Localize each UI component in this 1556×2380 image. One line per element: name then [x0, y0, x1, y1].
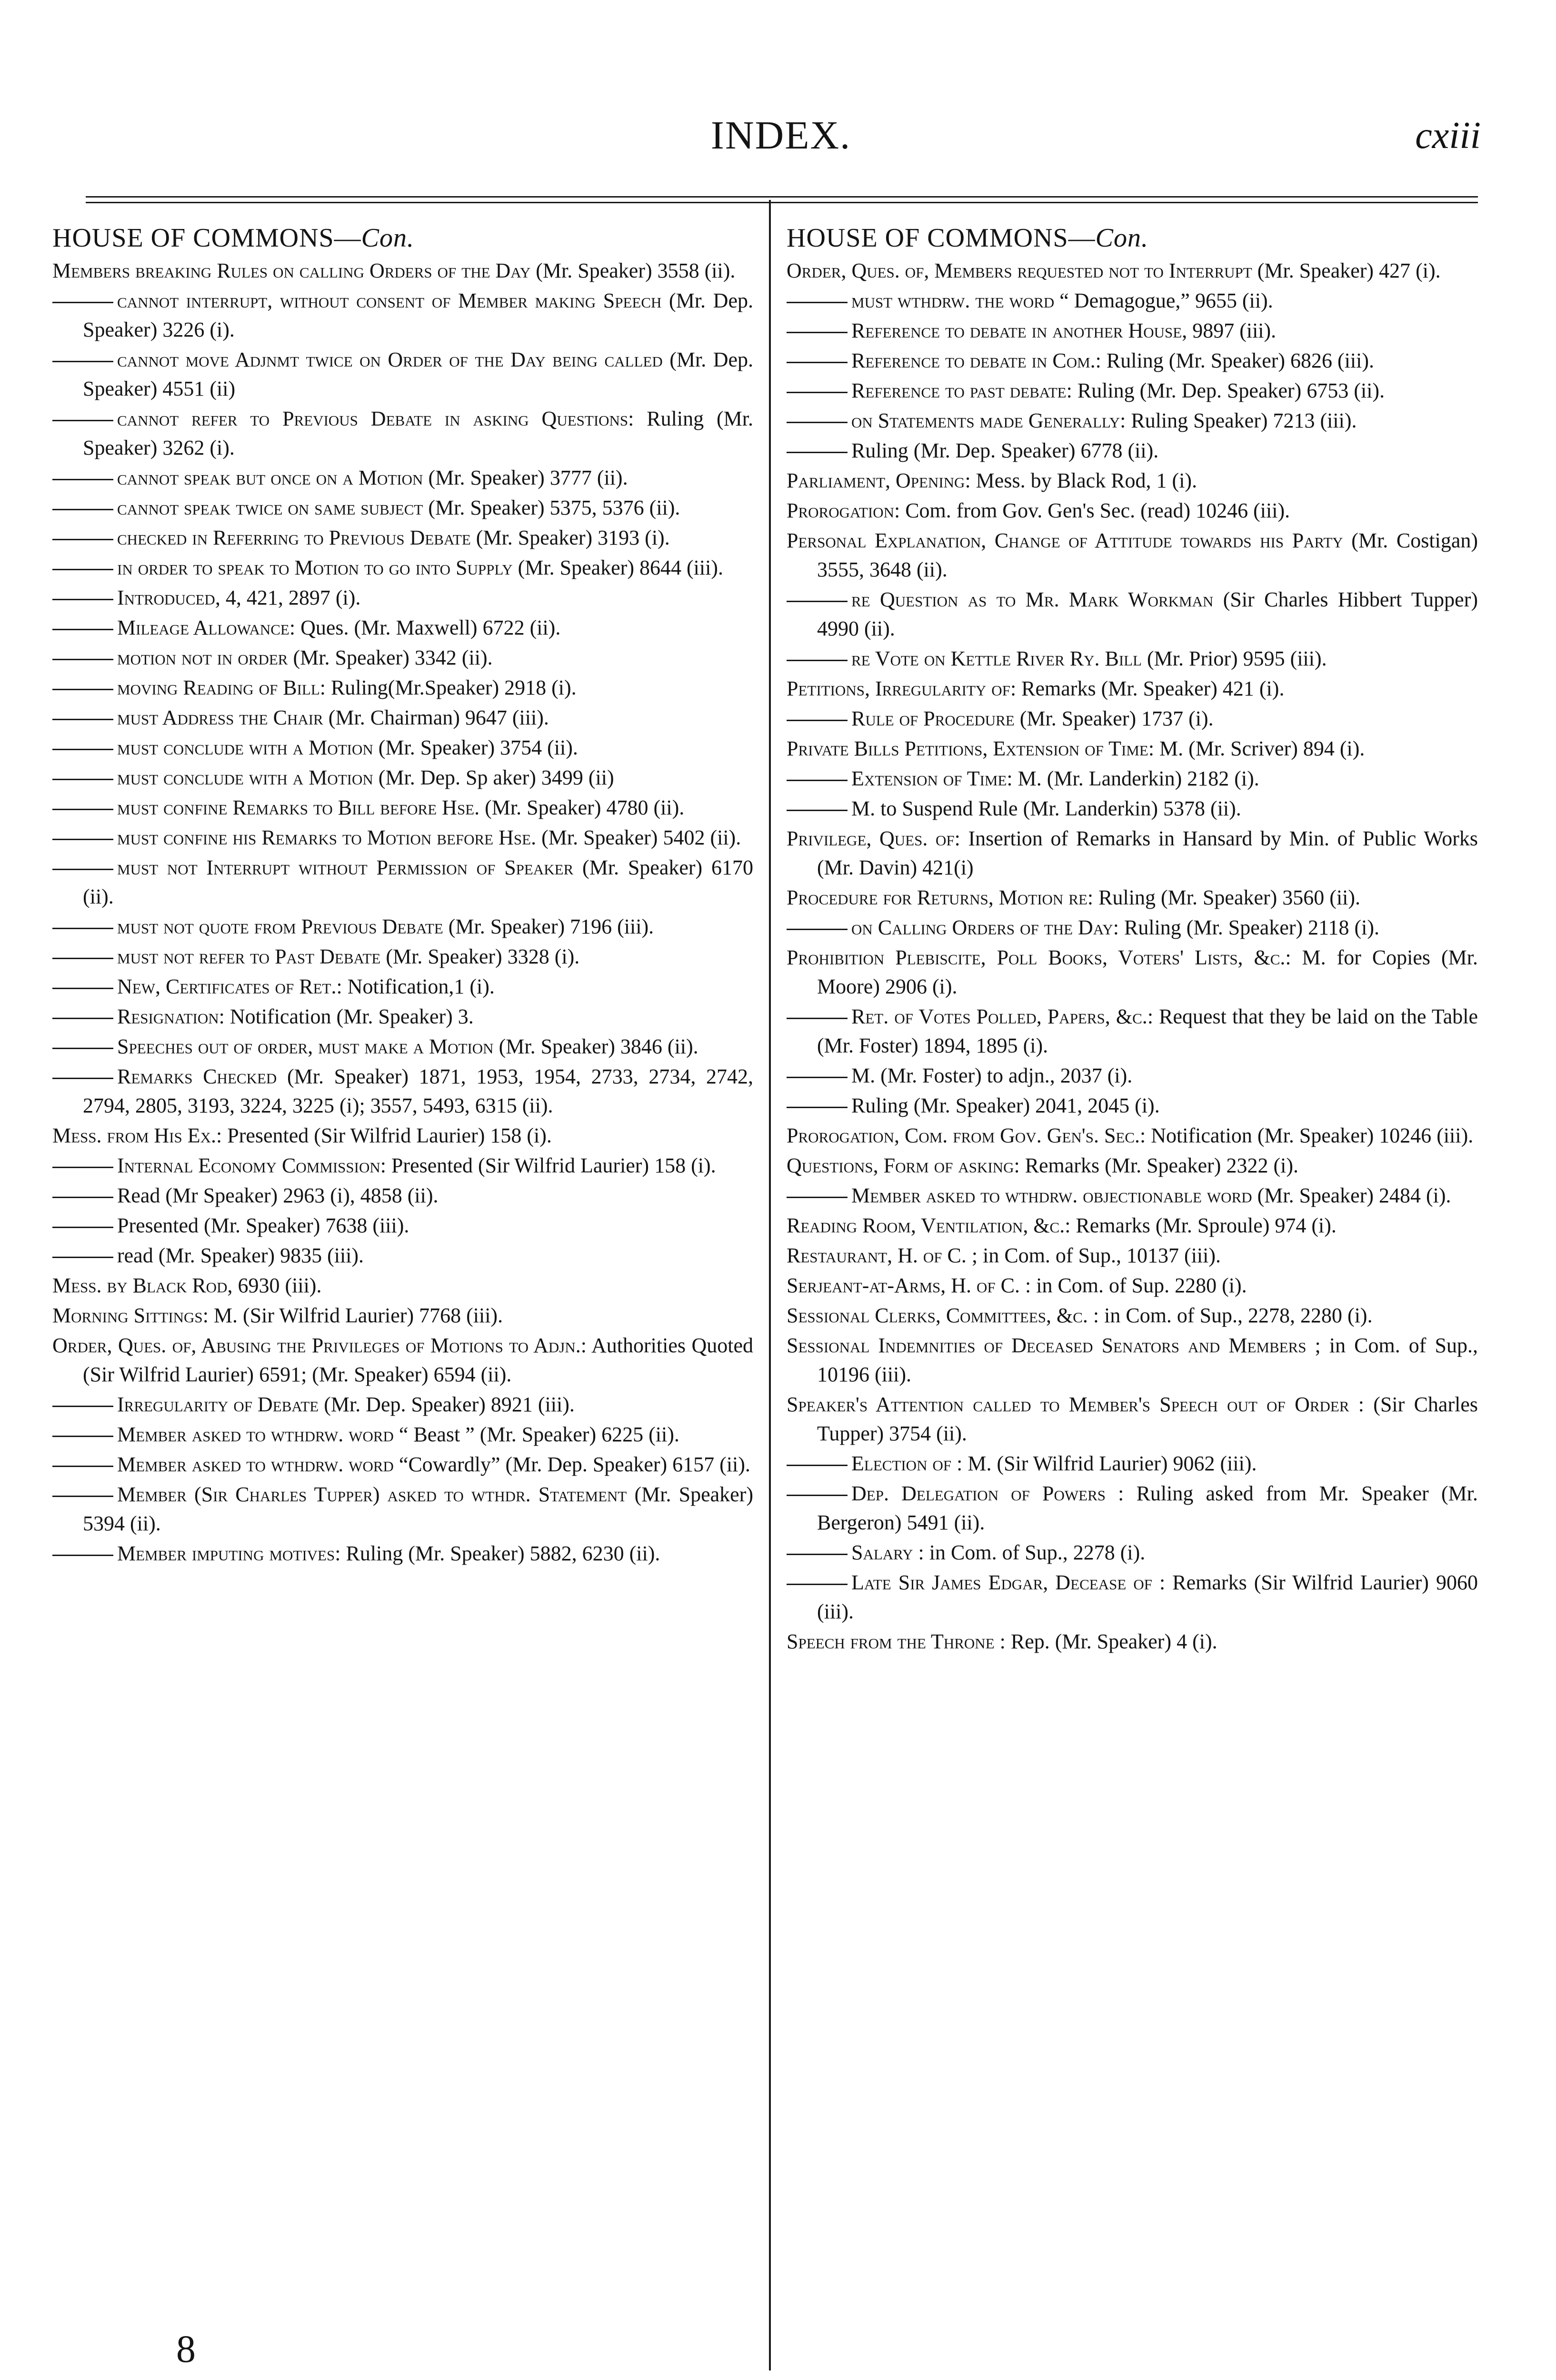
- ditto-dash: [787, 452, 848, 453]
- ditto-dash: [52, 1436, 113, 1437]
- ditto-dash: [787, 392, 848, 393]
- entry-lead: Sessional Clerks, Committees, &c.: [787, 1304, 1088, 1327]
- entry-lead: Mess. by Black Rod: [52, 1274, 228, 1297]
- entry-text: (Mr. Speaker) 3328 (i).: [380, 945, 580, 968]
- ditto-dash: [787, 660, 848, 661]
- index-entry: [787, 406, 1478, 435]
- entry-lead: Reading Room, Ventilation, &c.: [787, 1214, 1065, 1237]
- entry-text: : Insertion of Remarks in Hansard by Min. of Public Works (Mr. Davin) 421(i): [817, 827, 1478, 879]
- entry-lead: Salary: [851, 1541, 913, 1564]
- index-entry: [52, 643, 753, 672]
- entry-text: Ruling (Mr. Dep. Speaker) 6778 (ii).: [851, 439, 1159, 462]
- entry-lead: must wthdrw. the word: [851, 289, 1055, 312]
- index-entry: [52, 523, 753, 552]
- index-entry: [52, 823, 753, 852]
- ditto-dash: [52, 809, 113, 810]
- entry-text: (Mr. Speaker) 5375, 5376 (ii).: [423, 496, 680, 519]
- index-entry: [787, 256, 1478, 285]
- entry-lead: Introduced: [117, 586, 215, 609]
- index-entry: [52, 1062, 753, 1120]
- entry-lead: Reference to past debate: [851, 379, 1067, 402]
- ditto-dash: [52, 1018, 113, 1019]
- ditto-dash: [52, 479, 113, 480]
- column-divider: [769, 200, 771, 2370]
- index-entry: [52, 1211, 753, 1240]
- entry-text: : Notification (Mr. Speaker) 10246 (iii).: [1140, 1124, 1474, 1147]
- index-entry: [787, 1479, 1478, 1537]
- index-entry: [787, 824, 1478, 882]
- entry-lead: on Calling Orders of the Day: [851, 916, 1113, 939]
- ditto-dash: [52, 719, 113, 720]
- ditto-dash: [52, 869, 113, 870]
- entry-text: , 4, 421, 2897 (i).: [215, 586, 361, 609]
- index-entry: [787, 526, 1478, 584]
- entry-lead: Member (Sir Charles Tupper) asked to wthdr. Statement: [117, 1483, 627, 1506]
- entry-lead: moving Reading of Bill: [117, 676, 320, 699]
- index-entry: [52, 972, 753, 1001]
- entry-lead: Procedure for Returns, Motion re: [787, 886, 1087, 909]
- entry-lead: Questions, Form of asking: [787, 1154, 1014, 1177]
- entry-lead: Internal Economy Commission: [117, 1154, 380, 1177]
- entry-text: : Ruling (Mr. Dep. Speaker) 6753 (ii).: [1066, 379, 1385, 402]
- index-entry: [787, 1568, 1478, 1626]
- entry-lead: Member imputing motives: [117, 1542, 335, 1565]
- index-entry: [787, 1271, 1478, 1300]
- entry-lead: must not Interrupt without Permission of Speaker: [117, 856, 574, 879]
- index-entry: [52, 1539, 753, 1568]
- entry-text: ; in Com. of Sup., 10137 (iii).: [966, 1244, 1221, 1267]
- entry-text: (Mr. Speaker) 3777 (ii).: [423, 466, 628, 489]
- ditto-dash: [787, 1018, 848, 1019]
- ditto-dash: [787, 302, 848, 303]
- index-entry: [52, 613, 753, 642]
- ditto-dash: [787, 1495, 848, 1496]
- entry-lead: Member asked to wthdrw. objectionable word: [851, 1184, 1252, 1207]
- entry-lead: Late Sir James Edgar, Decease of: [851, 1571, 1152, 1594]
- index-entry: [787, 1211, 1478, 1240]
- index-entry: [52, 1480, 753, 1538]
- ditto-dash: [52, 509, 113, 510]
- entry-lead: Mileage Allowance: [117, 616, 289, 639]
- index-entry: [787, 943, 1478, 1001]
- ditto-dash: [52, 779, 113, 780]
- entry-lead: Mess. from His Ex.: [52, 1124, 217, 1147]
- index-entry: [52, 286, 753, 344]
- index-entry: [52, 912, 753, 941]
- entry-text: : M. (Sir Wilfrid Laurier) 9062 (iii).: [951, 1452, 1257, 1475]
- index-entry: [52, 1241, 753, 1270]
- entry-lead: Morning Sittings: [52, 1304, 203, 1327]
- entry-text: : in Com. of Sup., 2278, 2280 (i).: [1087, 1304, 1373, 1327]
- entry-text: (Mr. Dep. Speaker) 4551 (ii): [83, 348, 753, 400]
- entry-lead: on Statements made Generally: [851, 409, 1120, 432]
- ditto-dash: [52, 1078, 113, 1079]
- index-entry: [787, 1627, 1478, 1656]
- index-entry: [787, 794, 1478, 823]
- entry-text: M. to Suspend Rule (Mr. Landerkin) 5378 (ii).: [851, 797, 1241, 820]
- ditto-dash: [52, 1257, 113, 1258]
- index-entry: [52, 1271, 753, 1300]
- index-entry: [787, 496, 1478, 525]
- entry-text: (Mr. Speaker) 5394 (ii).: [83, 1483, 753, 1535]
- index-entry: [787, 1390, 1478, 1448]
- entry-lead: Ret. of Votes Polled, Papers, &c.: [851, 1005, 1147, 1028]
- ditto-dash: [787, 810, 848, 811]
- ditto-dash: [787, 1107, 848, 1108]
- entry-text: , 6930 (iii).: [227, 1274, 322, 1297]
- index-entry: [787, 376, 1478, 405]
- entry-text: (Mr. Prior) 9595 (iii).: [1142, 647, 1327, 670]
- ditto-dash: [787, 422, 848, 423]
- ditto-dash: [52, 1197, 113, 1198]
- entry-text: : Com. from Gov. Gen's Sec. (read) 10246 (iii).: [894, 499, 1290, 522]
- entry-text: ; in Com. of Sup., 10196 (iii).: [817, 1334, 1478, 1386]
- entry-text: : Ruling(Mr.Speaker) 2918 (i).: [319, 676, 577, 699]
- index-entry: [52, 463, 753, 492]
- entry-lead: Petitions, Irregularity of: [787, 677, 1010, 700]
- index-entry: [787, 1151, 1478, 1180]
- entry-text: : Ruling asked from Mr. Speaker (Mr. Bergeron) 5491 (ii).: [817, 1482, 1478, 1534]
- entry-text: “ Beast ” (Mr. Speaker) 6225 (ii).: [393, 1423, 679, 1446]
- entry-lead: re Vote on Kettle River Ry. Bill: [851, 647, 1142, 670]
- entry-text: : M. (Sir Wilfrid Laurier) 7768 (iii).: [202, 1304, 503, 1327]
- entry-text: (Mr. Speaker) 2484 (i).: [1252, 1184, 1451, 1207]
- entry-text: : Presented (Sir Wilfrid Laurier) 158 (i).: [380, 1154, 716, 1177]
- entry-text: “ Demagogue,” 9655 (ii).: [1054, 289, 1273, 312]
- ditto-dash: [52, 839, 113, 840]
- entry-text: : M. for Copies (Mr. Moore) 2906 (i).: [817, 946, 1478, 998]
- entry-lead: Resignation: [117, 1005, 219, 1028]
- ditto-dash: [52, 689, 113, 690]
- right-section-heading: [787, 223, 1478, 253]
- index-entry: [52, 256, 753, 285]
- header-rule-top: [86, 196, 1478, 198]
- entry-lead: cannot interrupt, without consent of Member making Speech: [117, 289, 662, 312]
- index-entry: [52, 1331, 753, 1389]
- entry-lead: Prohibition Plebiscite, Poll Books, Voters' Lists, &c.: [787, 946, 1286, 969]
- entry-text: (Mr. Speaker) 4780 (ii).: [479, 796, 685, 819]
- right-column: [787, 223, 1478, 1657]
- entry-lead: Election of: [851, 1452, 952, 1475]
- ditto-dash: [52, 361, 113, 362]
- ditto-dash: [52, 599, 113, 600]
- entry-lead: cannot refer to Previous Debate in asking Questions: [117, 407, 628, 430]
- entry-lead: in order to speak to Motion to go into Supply: [117, 556, 513, 579]
- entry-text: “Cowardly” (Mr. Dep. Speaker) 6157 (ii).: [393, 1453, 750, 1476]
- ditto-dash: [52, 958, 113, 959]
- index-entry: [52, 1420, 753, 1449]
- page-title: INDEX.: [710, 113, 851, 158]
- ditto-dash: [52, 928, 113, 929]
- entry-lead: Prorogation, Com. from Gov. Gen's. Sec.: [787, 1124, 1140, 1147]
- entry-lead: Parliament, Opening: [787, 469, 965, 492]
- left-section-heading: [52, 223, 753, 253]
- index-entry: [787, 644, 1478, 673]
- ditto-dash: [52, 539, 113, 540]
- entry-lead: Reference to debate in another House: [851, 319, 1182, 342]
- entry-text: Ruling (Mr. Speaker) 2041, 2045 (i).: [851, 1094, 1160, 1117]
- ditto-dash: [52, 988, 113, 989]
- index-entry: [787, 704, 1478, 733]
- header-rule-bottom: [86, 202, 1478, 203]
- entry-text: , 9897 (iii).: [1182, 319, 1277, 342]
- index-entry: [787, 316, 1478, 345]
- entry-text: : Mess. by Black Rod, 1 (i).: [965, 469, 1197, 492]
- entry-text: : Request that they be laid on the Table (Mr. Foster) 1894, 1895 (i).: [817, 1005, 1478, 1057]
- index-entry: [52, 1450, 753, 1479]
- entry-text: : Authorities Quoted (Sir Wilfrid Laurier) 6591; (Mr. Speaker) 6594 (ii).: [83, 1334, 753, 1386]
- entry-text: (Mr. Speaker) 3342 (ii).: [288, 646, 493, 669]
- entry-lead: must conclude with a Motion: [117, 766, 373, 789]
- entry-text: (Mr. Chairman) 9647 (iii).: [323, 706, 549, 729]
- ditto-dash: [52, 1555, 113, 1556]
- entry-lead: must not quote from Previous Debate: [117, 915, 443, 938]
- index-entry: [52, 703, 753, 732]
- entry-text: (Mr. Speaker) 3754 (ii).: [373, 736, 578, 759]
- ditto-dash: [52, 1496, 113, 1497]
- entry-text: (Mr. Speaker) 6170 (ii).: [83, 856, 753, 908]
- entry-lead: Order, Ques. of, Members requested not to Interrupt: [787, 259, 1252, 282]
- index-entry: [52, 1390, 753, 1419]
- entry-lead: Restaurant, H. of C.: [787, 1244, 967, 1267]
- entry-text: : in Com. of Sup., 2278 (i).: [913, 1541, 1146, 1564]
- entry-lead: must confine his Remarks to Motion before Hse.: [117, 826, 537, 849]
- ditto-dash: [787, 601, 848, 602]
- entry-lead: Personal Explanation, Change of Attitude towards his Party: [787, 529, 1343, 552]
- right-heading-main: HOUSE OF COMMONS—: [787, 223, 1096, 253]
- entry-text: : Presented (Sir Wilfrid Laurier) 158 (i).: [216, 1124, 552, 1147]
- index-entry: [52, 1151, 753, 1180]
- index-entry: [52, 493, 753, 522]
- index-entry: [787, 1331, 1478, 1389]
- left-column: [52, 223, 753, 1569]
- entry-text: (Mr. Dep. Speaker) 8921 (iii).: [319, 1393, 575, 1416]
- entry-lead: Speech from the Throne: [787, 1630, 995, 1653]
- entry-lead: Members breaking Rules on calling Orders of the Day: [52, 259, 531, 282]
- entry-lead: must Address the Chair: [117, 706, 323, 729]
- index-entry: [787, 734, 1478, 763]
- entry-text: (Mr. Speaker) 7196 (iii).: [443, 915, 654, 938]
- index-entry: [787, 1061, 1478, 1090]
- entry-text: : Notification (Mr. Speaker) 3.: [219, 1005, 474, 1028]
- index-entry: [52, 583, 753, 612]
- index-entry: [787, 346, 1478, 375]
- index-entry: [787, 764, 1478, 793]
- entry-text: (Mr. Speaker) 3558 (ii).: [530, 259, 736, 282]
- page-number: cxiii: [1415, 115, 1481, 157]
- entry-lead: must conclude with a Motion: [117, 736, 373, 759]
- index-entry: [52, 673, 753, 702]
- ditto-dash: [787, 362, 848, 363]
- entry-lead: Dep. Delegation of Powers: [851, 1482, 1106, 1505]
- index-entry: [787, 883, 1478, 912]
- entry-lead: motion not in order: [117, 646, 288, 669]
- entry-text: (Mr. Speaker) 8644 (iii).: [512, 556, 723, 579]
- index-entry: [787, 1091, 1478, 1120]
- entry-lead: must confine Remarks to Bill before Hse.: [117, 796, 480, 819]
- entry-text: (Mr. Speaker) 427 (i).: [1252, 259, 1441, 282]
- ditto-dash: [787, 1584, 848, 1585]
- entry-text: (Mr. Dep. Speaker) 3226 (i).: [83, 289, 753, 341]
- entry-text: Read (Mr Speaker) 2963 (i), 4858 (ii).: [117, 1184, 439, 1207]
- right-heading-cont: Con.: [1095, 223, 1149, 253]
- entry-text: : Ques. (Mr. Maxwell) 6722 (ii).: [289, 616, 561, 639]
- entry-lead: Extension of Time: [851, 767, 1007, 790]
- entry-text: read (Mr. Speaker) 9835 (iii).: [117, 1244, 364, 1267]
- index-entry: [52, 853, 753, 911]
- index-entry: [52, 345, 753, 403]
- entry-lead: cannot speak twice on same subject: [117, 496, 423, 519]
- ditto-dash: [787, 1077, 848, 1078]
- ditto-dash: [52, 569, 113, 570]
- entry-lead: cannot speak but once on a Motion: [117, 466, 423, 489]
- entry-text: : Remarks (Mr. Sproule) 974 (i).: [1065, 1214, 1337, 1237]
- index-entry: [787, 585, 1478, 643]
- entry-text: : in Com. of Sup. 2280 (i).: [1020, 1274, 1247, 1297]
- ditto-dash: [52, 629, 113, 630]
- entry-lead: Sessional Indemnities of Deceased Senators and Members: [787, 1334, 1307, 1357]
- entry-lead: Irregularity of Debate: [117, 1393, 319, 1416]
- left-heading-main: HOUSE OF COMMONS—: [52, 223, 361, 253]
- entry-text: (Mr. Speaker) 5402 (ii).: [536, 826, 741, 849]
- entry-lead: cannot move Adjnmt twice on Order of the Day being called: [117, 348, 663, 371]
- entry-lead: Member asked to wthdrw. word: [117, 1423, 394, 1446]
- ditto-dash: [52, 1466, 113, 1467]
- index-entry: [787, 1538, 1478, 1567]
- entry-lead: Order, Ques. of, Abusing the Privileges of Motions to Adjn.: [52, 1334, 581, 1357]
- entry-text: : Ruling (Mr. Speaker) 5882, 6230 (ii).: [335, 1542, 660, 1565]
- signature-mark: 8: [176, 2327, 196, 2370]
- ditto-dash: [787, 1465, 848, 1466]
- index-entry: [52, 763, 753, 792]
- entry-lead: re Question as to Mr. Mark Workman: [851, 588, 1214, 611]
- entry-text: : Ruling (Mr. Speaker) 6826 (iii).: [1095, 349, 1375, 372]
- entry-text: (Mr. Dep. Sp aker) 3499 (ii): [373, 766, 614, 789]
- entry-text: : Ruling Speaker) 7213 (iii).: [1120, 409, 1357, 432]
- right-entry-list: [787, 256, 1478, 1656]
- running-head: [81, 112, 1481, 169]
- entry-lead: Remarks Checked: [117, 1065, 277, 1088]
- ditto-dash: [787, 1554, 848, 1555]
- ditto-dash: [787, 332, 848, 333]
- entry-text: : Ruling (Mr. Speaker) 3560 (ii).: [1087, 886, 1361, 909]
- ditto-dash: [52, 1167, 113, 1168]
- index-entry: [787, 436, 1478, 465]
- index-entry: [52, 553, 753, 582]
- entry-text: : Ruling (Mr. Speaker) 3262 (i).: [83, 407, 753, 459]
- ditto-dash: [52, 749, 113, 750]
- index-entry: [787, 286, 1478, 315]
- index-entry: [787, 1181, 1478, 1210]
- entry-text: Presented (Mr. Speaker) 7638 (iii).: [117, 1214, 409, 1237]
- index-entry: [787, 674, 1478, 703]
- entry-text: : Rep. (Mr. Speaker) 4 (i).: [994, 1630, 1217, 1653]
- entry-text: (Mr. Speaker) 3846 (ii).: [493, 1035, 698, 1058]
- entry-lead: Privilege, Ques. of: [787, 827, 955, 850]
- entry-lead: Member asked to wthdrw. word: [117, 1453, 394, 1476]
- entry-lead: Speaker's Attention called to Member's Speech out of Order: [787, 1393, 1349, 1416]
- entry-text: : Remarks (Sir Wilfrid Laurier) 9060 (iii).: [817, 1571, 1478, 1623]
- entry-text: : Remarks (Mr. Speaker) 421 (i).: [1010, 677, 1285, 700]
- entry-lead: Prorogation: [787, 499, 894, 522]
- entry-lead: must not refer to Past Debate: [117, 945, 381, 968]
- index-entry: [787, 1241, 1478, 1270]
- index-entry: [52, 942, 753, 971]
- ditto-dash: [787, 929, 848, 930]
- entry-text: : M. (Mr. Scriver) 894 (i).: [1148, 737, 1365, 760]
- entry-text: (Mr. Costigan) 3555, 3648 (ii).: [817, 529, 1478, 581]
- entry-text: : (Sir Charles Tupper) 3754 (ii).: [817, 1393, 1478, 1445]
- entry-text: M. (Mr. Foster) to adjn., 2037 (i).: [851, 1064, 1133, 1087]
- left-entry-list: [52, 256, 753, 1568]
- index-entry: [52, 1032, 753, 1061]
- ditto-dash: [52, 1048, 113, 1049]
- entry-lead: Speeches out of order, must make a Motion: [117, 1035, 494, 1058]
- index-entry: [52, 1301, 753, 1330]
- entry-text: : Remarks (Mr. Speaker) 2322 (i).: [1014, 1154, 1298, 1177]
- index-entry: [52, 1121, 753, 1150]
- ditto-dash: [787, 720, 848, 721]
- index-entry: [52, 1181, 753, 1210]
- entry-text: (Mr. Speaker) 1737 (i).: [1014, 707, 1214, 730]
- left-heading-cont: Con.: [361, 223, 415, 253]
- entry-text: (Mr. Speaker) 1871, 1953, 1954, 2733, 2734, 2742, 2794, 2805, 3193, 3224, 3225 (i); 3557, 5493, 6315 (ii).: [83, 1065, 753, 1117]
- ditto-dash: [787, 1197, 848, 1198]
- index-entry: [787, 1121, 1478, 1150]
- entry-lead: Serjeant-at-Arms, H. of C.: [787, 1274, 1020, 1297]
- ditto-dash: [52, 1227, 113, 1228]
- ditto-dash: [52, 420, 113, 421]
- index-entry: [52, 733, 753, 762]
- index-entry: [52, 793, 753, 822]
- index-entry: [52, 1002, 753, 1031]
- ditto-dash: [787, 780, 848, 781]
- index-entry: [787, 913, 1478, 942]
- entry-text: : M. (Mr. Landerkin) 2182 (i).: [1007, 767, 1259, 790]
- entry-text: (Sir Charles Hibbert Tupper) 4990 (ii).: [817, 588, 1478, 640]
- entry-lead: Reference to debate in Com.: [851, 349, 1096, 372]
- ditto-dash: [52, 1406, 113, 1407]
- ditto-dash: [52, 659, 113, 660]
- entry-lead: Rule of Procedure: [851, 707, 1015, 730]
- entry-lead: New, Certificates of Ret.: [117, 975, 337, 998]
- index-entry: [787, 1301, 1478, 1330]
- entry-text: : Notification,1 (i).: [336, 975, 495, 998]
- index-entry: [787, 1449, 1478, 1478]
- index-entry: [52, 404, 753, 462]
- entry-text: : Ruling (Mr. Speaker) 2118 (i).: [1113, 916, 1380, 939]
- entry-lead: checked in Referring to Previous Debate: [117, 526, 471, 549]
- ditto-dash: [52, 302, 113, 303]
- index-entry: [787, 1002, 1478, 1060]
- entry-text: (Mr. Speaker) 3193 (i).: [470, 526, 670, 549]
- entry-lead: Private Bills Petitions, Extension of Time: [787, 737, 1148, 760]
- index-entry: [787, 466, 1478, 495]
